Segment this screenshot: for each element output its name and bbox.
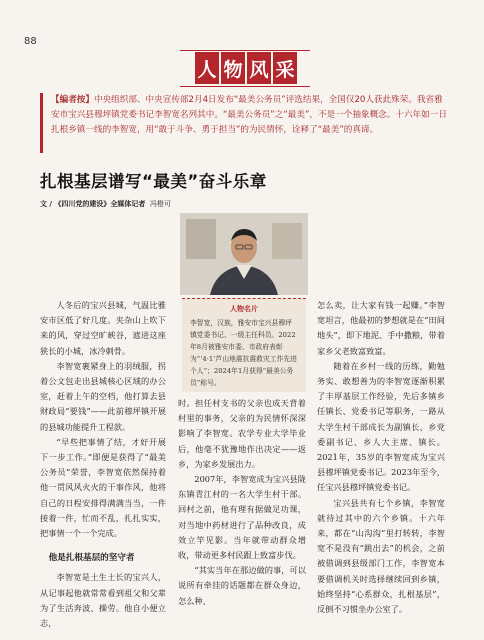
byline-name: 冯橙可 (149, 200, 171, 208)
column-char: 采 (273, 52, 297, 84)
paragraph: “早些把事情了结，才好开展下一步工作。”即便是获得了“最美公务员”荣誉，李智宽依然保持着他一贯风风火火的干事作风，他将自己的日程安排得满满当当，一件接着一件，忙而不乱，扎扎实实，把事情一个一个完成。 (40, 436, 166, 539)
paragraph: 人冬后的宝兴县城，气温比雅安市区低了好几度。夹杂山上吹下来的风，穿过空旷峡谷，遮进这座狭长的小城，冰冷刺骨。 (40, 300, 166, 356)
editor-note-tag: 【编者按】 (51, 95, 94, 105)
banner-top-rule (180, 50, 310, 51)
column-banner (195, 52, 297, 84)
page-number: 88 (24, 36, 37, 47)
section-subheading: 他是扎根基层的坚守者 (48, 553, 135, 564)
text-column-2 (178, 396, 306, 609)
text-column-1 (40, 298, 166, 631)
paragraph: “其实当年在那边做的事，可以说所有牵挂的话题都在群众身边，怎么种、 (178, 565, 306, 606)
text-column-3 (317, 298, 445, 617)
profile-card-heading: 人物名片 (230, 305, 258, 313)
column-char: 人 (195, 52, 219, 84)
byline (40, 199, 171, 209)
paragraph: 随着在乡村一线的历练，勤勉务实、敢想善为的李智宽逐渐积累了丰厚基层工作经验，先后多镇乡任镇长、党委书记等职务，一路从大学生村干部成长为副镇长、乡党委副书记、乡人大主席、镇长。2021年，35岁的李智宽成为宝兴县穆坪镇党委书记。2023年至今，任宝兴县穆坪镇党委书记。 (317, 360, 445, 493)
paragraph: 怎么卖，让大家有钱一起赚。”李智宽坦言，他最初的梦想就是在“田间地头”，即下地泥、手中撒粮，带着家乡父老致富致富。 (317, 300, 445, 356)
paragraph: 时。担任村支书的父亲也成天背着村里的事务，父亲的为民情怀深深影响了李智宽。农学专业大学毕业后，他毫不犹豫地作出决定——返乡，为家乡发展出力。 (178, 398, 306, 469)
paragraph: 李智宽是土生土长的宝兴人，从记事起他就常常看到祖父和父辈为了生活奔波、操劳。他自小便立志， (40, 572, 166, 629)
paragraph: 2007年，李智宽成为宝兴县陇东镇青江村的一名大学生村干部。回村之前，他有理有据做足功课，对当地中药材进行了品种改良，成效立竿见影。当年就带动群众增收，带动更多村民跟上致富步伐。 (178, 474, 306, 561)
column-char: 风 (247, 52, 271, 84)
portrait-photo (180, 213, 308, 295)
column-char: 物 (221, 52, 245, 84)
editor-note-text: 中央组织部、中央宣传部2月4日发布“最美公务员”评选结果，全国仅20人获此殊荣。我省雅安市宝兴县穆坪镇党委书记李智宽名列其中。“最美公务员”之“最美”，不是一个抽象概念。十六年如一日扎根乡镇一线的李智宽，用“敢于斗争、勇于担当”的为民情怀，诠释了“最美”的真谛。 (51, 95, 447, 135)
editor-note (40, 93, 448, 153)
byline-prefix: 文 / 《四川党的建设》全媒体记者 (40, 200, 146, 208)
paragraph: 李智宽裹紧身上的羽绒服，拐着公文包走出县城核心区域的办公室，赶着上午的空档，他打算去县财政局“要钱”——此前穆坪镇开展的县城功能提升工程款。 (40, 360, 166, 432)
profile-card (182, 298, 306, 392)
profile-card-text: 李智宽，汉族，雅安市宝兴县穆坪镇党委书记、一级主任科员。2022年8月被雅安市委、市政府表彰为“‘4·1’芦山地震抗震救灾工作先进个人”；2024年1月获得“最美公务员”称号。 (190, 319, 297, 387)
banner-bottom-rule (180, 86, 310, 87)
paragraph: 宝兴县共有七个乡镇，李智宽就待过其中的六个乡镇。十六年来，都在“山沟沟”里打转转，李智宽不是没有“跳出去”的机会，之前被借调到县级部门工作，李智宽本要借调机关时选择继续回到乡镇，始终坚持“心系群众，扎根基层”，反倒不习惯坐办公室了。 (317, 497, 445, 615)
article-title: 扎根基层谱写“最美”奋斗乐章 (40, 172, 267, 191)
